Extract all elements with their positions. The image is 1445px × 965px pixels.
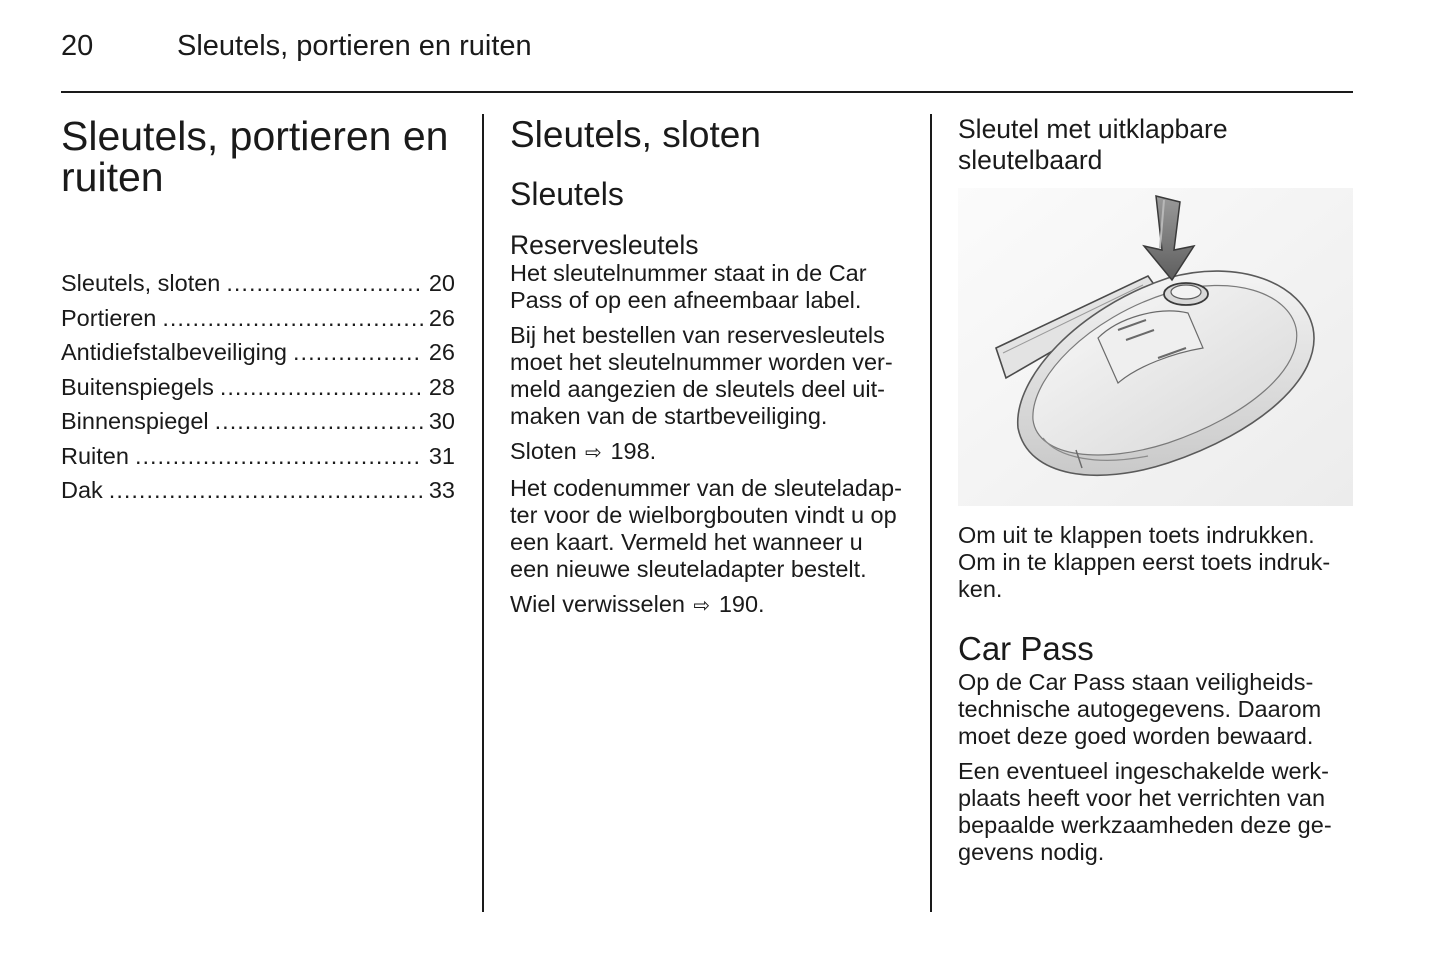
- right-column: [958, 114, 1358, 866]
- header-divider: [61, 91, 1353, 93]
- cross-reference[interactable]: [510, 438, 910, 467]
- paragraph: Het sleutelnummer staat in de Car Pass of op een afneembaar label.: [510, 260, 867, 313]
- toc-entry-page: 26: [428, 304, 455, 331]
- column-divider-left: [482, 114, 484, 912]
- toc-entry-page: 33: [428, 477, 455, 503]
- folding-key-figure: [958, 188, 1353, 506]
- cross-reference-label: Wiel verwisselen: [510, 591, 685, 617]
- toc-entry-page: 28: [428, 373, 455, 400]
- toc-entry[interactable]: [61, 301, 455, 336]
- cross-reference[interactable]: [510, 591, 910, 620]
- table-of-contents: [61, 266, 455, 508]
- paragraph: Bij het bestellen van reservesleutels moet het sleutelnummer worden ver- meld aangezien de sleutels deel uit- maken van de startbeveiliging.: [510, 322, 893, 429]
- paragraph: Op de Car Pass staan veiligheids- technische autogegevens. Daarom moet deze goed worden bewaard.: [958, 669, 1322, 749]
- toc-entry[interactable]: [61, 439, 455, 474]
- toc-entry-page: 26: [428, 339, 455, 365]
- toc-entry-page: 20: [428, 270, 455, 296]
- page-number: 20: [61, 30, 94, 62]
- reference-arrow-icon: ⇨: [693, 595, 711, 617]
- toc-entry-label: Portieren: [61, 304, 157, 331]
- subsection-title: Sleutels: [510, 176, 624, 212]
- paragraph: Het codenummer van de sleuteladap- ter voor de wielborgbouten vindt u op een kaart. Vermeld het wanneer u een nieuwe sleuteladapter bestelt.: [510, 475, 902, 582]
- toc-entry-page: 30: [428, 408, 455, 434]
- minor-heading: Reservesleutels: [510, 230, 699, 260]
- key-heading: Sleutel met uitklapbare sleutelbaard: [958, 114, 1228, 175]
- toc-dot-leader: [109, 473, 423, 507]
- paragraph: Om uit te klappen toets indrukken. Om in te klappen eerst toets indruk- ken.: [958, 522, 1331, 602]
- toc-dot-leader: [215, 404, 423, 438]
- column-divider-right: [930, 114, 932, 912]
- toc-dot-leader: [162, 301, 423, 335]
- toc-dot-leader: [226, 266, 422, 300]
- toc-dot-leader: [220, 370, 423, 404]
- running-title: Sleutels, portieren en ruiten: [177, 30, 532, 62]
- toc-entry-page: 31: [428, 442, 455, 469]
- toc-entry[interactable]: [61, 404, 455, 439]
- cross-reference-label: Sloten: [510, 438, 577, 464]
- toc-entry-label: Antidiefstalbeveiliging: [61, 339, 288, 365]
- cross-reference-page: 190.: [718, 591, 765, 617]
- toc-entry-label: Sleutels, sloten: [61, 270, 221, 296]
- section-title: Sleutels, sloten: [510, 114, 761, 155]
- chapter-title: Sleutels, portieren en ruiten: [61, 113, 449, 200]
- paragraph: Een eventueel ingeschakelde werk- plaats heeft voor het verrichten van bepaalde werkzaamheden deze ge- gevens nodig.: [958, 758, 1332, 865]
- middle-column: [510, 114, 910, 620]
- toc-dot-leader: [135, 439, 423, 473]
- toc-entry-label: Dak: [61, 477, 103, 503]
- toc-dot-leader: [293, 335, 423, 369]
- cross-reference-page: 198.: [610, 438, 657, 464]
- toc-entry-label: Buitenspiegels: [61, 373, 214, 400]
- toc-entry-label: Ruiten: [61, 442, 129, 469]
- folding-key-icon: [958, 188, 1353, 506]
- car-pass-heading: Car Pass: [958, 630, 1094, 667]
- toc-entry[interactable]: [61, 473, 455, 508]
- toc-entry[interactable]: [61, 335, 455, 370]
- toc-entry[interactable]: [61, 266, 455, 301]
- toc-entry-label: Binnenspiegel: [61, 408, 209, 434]
- toc-entry[interactable]: [61, 370, 455, 405]
- reference-arrow-icon: ⇨: [585, 442, 602, 464]
